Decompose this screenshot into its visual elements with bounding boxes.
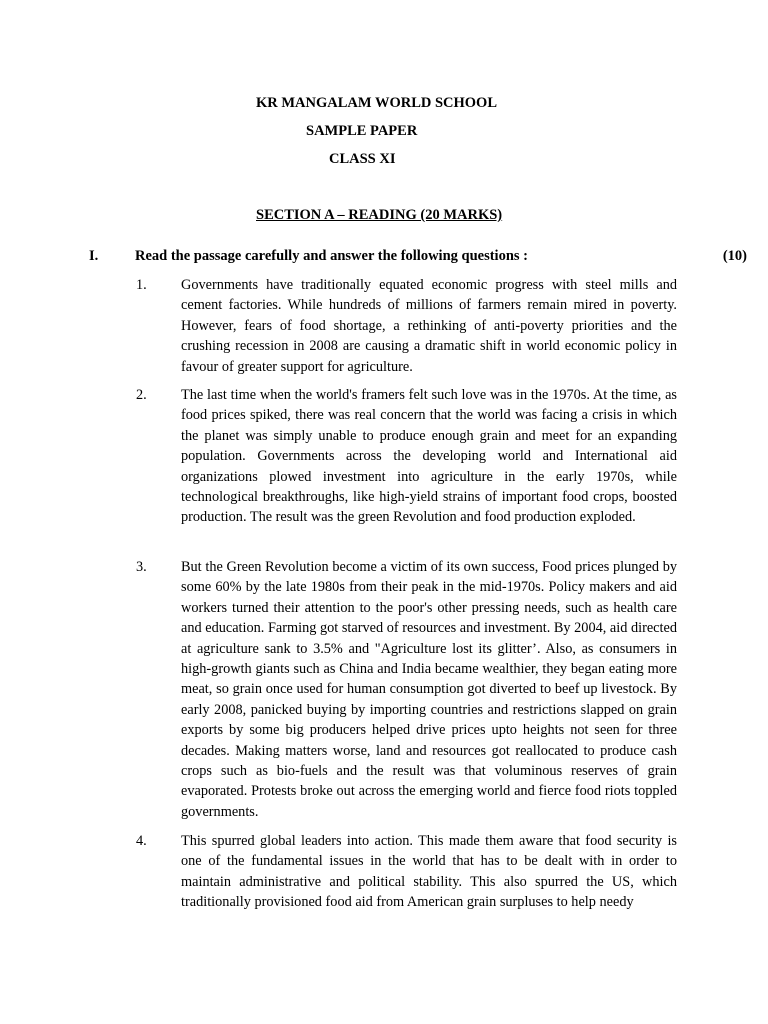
paragraph-text: Governments have traditionally equated economic progress with steel mills and cement factories. While hundreds of millions of farmers remain mired in poverty. However, fears of food shortage, a rethinking of anti-poverty priorities and the crushing recession in 2008 are causing a dramatic shift in world economic policy in favour of greater support for agriculture.	[181, 277, 677, 375]
paragraph-number: 4.	[136, 833, 147, 849]
paragraph-number: 1.	[136, 277, 147, 293]
paragraph-text: This spurred global leaders into action. This made them aware that food security is one of the fundamental issues in the world that has to be dealt with in order to maintain administrative and political stability. This also spurred the US, which traditionally provisioned food aid from American grain surpluses to help needy	[181, 833, 677, 911]
question-marks: (10)	[722, 248, 747, 264]
passage-paragraph	[136, 385, 677, 528]
section-heading: SECTION A – READING (20 MARKS)	[256, 207, 503, 223]
school-name: KR MANGALAM WORLD SCHOOL	[256, 95, 498, 111]
passage-paragraph	[136, 275, 677, 377]
paragraph-number: 3.	[136, 559, 147, 575]
paragraph-text: But the Green Revolution become a victim of its own success, Food prices plunged by some 60% by the late 1980s from their peak in the mid-1970s. Policy makers and aid workers turned their attention to the poor's other pressing needs, such as health care and education. Farming got starved of resources and investment. By 2004, aid directed at agriculture sank to 3.5% and "Agriculture lost its glitter’. Also, as consumers in high-growth giants such as China and India became wealthier, they began eating more meat, so grain once used for human consumption got diverted to beef up livestock. By early 2008, panicked buying by importing countries and restrictions slapped on grain exports by some big producers helped drive prices upto heights not seen for three decades. Making matters worse, land and resources got reallocated to produce cash crops such as bio-fuels and the result was that voluminous reserves of grain evaporated. Protests broke out across the emerging world and fierce food riots toppled governments.	[181, 559, 677, 820]
question-number: I.	[89, 248, 99, 264]
class-label: CLASS XI	[329, 151, 396, 167]
paragraph-number: 2.	[136, 387, 147, 403]
paragraph-text: The last time when the world's framers felt such love was in the 1970s. At the time, as food prices spiked, there was real concern that the world was facing a crisis in which the planet was simply unable to produce enough grain and meet for an expanding population. Governments across the developing world and International aid organizations plowed investment into agriculture in the early 1970s, while technological breakthroughs, like high-yield strains of important food crops, boosted production. The result was the green Revolution and food production exploded.	[181, 387, 677, 526]
question-instruction: Read the passage carefully and answer the following questions :	[135, 248, 529, 264]
passage-paragraph	[136, 831, 677, 913]
passage-paragraph	[136, 557, 677, 822]
paper-title: SAMPLE PAPER	[306, 123, 418, 139]
